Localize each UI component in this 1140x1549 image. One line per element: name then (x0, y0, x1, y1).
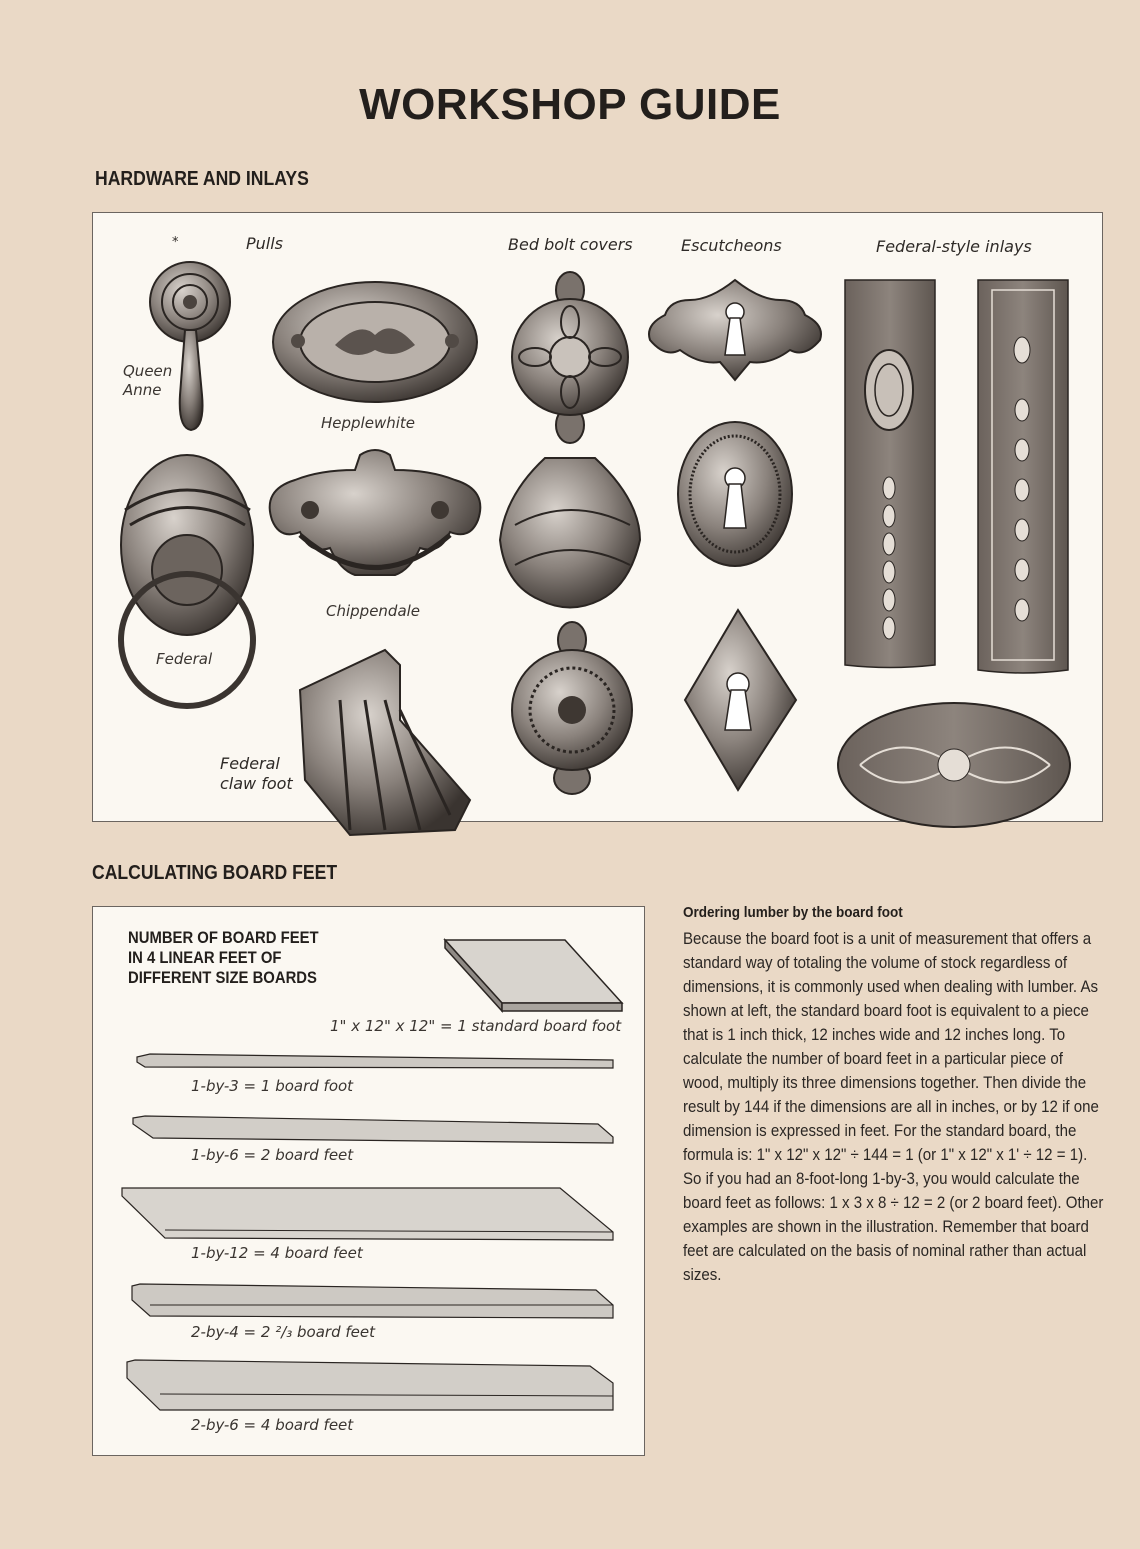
board-2x6-drawing (127, 1360, 613, 1410)
board-1x6-label: 1-by-6 = 2 board feet (191, 1146, 354, 1164)
chippendale-label: Chippendale (326, 602, 421, 620)
board-2x6-label: 2-by-6 = 4 board feet (191, 1416, 354, 1434)
board-1x12-label: 1-by-12 = 4 board feet (191, 1244, 363, 1262)
hardware-section-heading: HARDWARE AND INLAYS (95, 168, 309, 190)
board-2x4-drawing (132, 1284, 613, 1318)
board-feet-panel-heading: NUMBER OF BOARD FEET IN 4 LINEAR FEET OF DIFFERENT SIZE BOARDS (128, 929, 319, 987)
bed-bolt-covers-label: Bed bolt covers (508, 235, 633, 254)
board-2x4-label: 2-by-4 = 2 ²/₃ board feet (191, 1323, 376, 1341)
board-1x12-drawing (122, 1188, 613, 1240)
standard-board-foot-label: 1" x 12" x 12" = 1 standard board foot (330, 1017, 622, 1035)
board-feet-section-heading: CALCULATING BOARD FEET (92, 862, 338, 884)
hepplewhite-label: Hepplewhite (321, 414, 415, 432)
page-title: WORKSHOP GUIDE (359, 80, 781, 129)
federal-style-inlays-label: Federal-style inlays (876, 237, 1032, 256)
federal-label: Federal (156, 650, 213, 668)
board-1x3-drawing (137, 1054, 613, 1068)
federal-claw-foot-label: Federal claw foot (220, 754, 293, 793)
board-1x3-label: 1-by-3 = 1 board foot (191, 1077, 354, 1095)
board-1x6-drawing (133, 1116, 613, 1143)
article-heading: Ordering lumber by the board foot (683, 904, 903, 921)
escutcheons-label: Escutcheons (681, 236, 782, 255)
article-body: Because the board foot is a unit of measurement that offers a standard way of totaling the volume of stock regardless of dimensions, it is commonly used when dealing with lumber. As shown at left, the standard board foot is equivalent to a piece that is 1 inch thick, 12 inches wide and 12 inches long. To calculate the number of board feet in a particular piece of wood, multiply its three dimensions together. Then divide the result by 144 if the dimensions are all in inches, or by 12 if one dimension is expressed in feet. For the standard board, the formula is: 1" x 12" x 12" ÷ 144 = 1 (or 1" x 12" x 1' ÷ 12 = 1). So if you had an 8-foot-long 1-by-3, you would calculate the board feet as follows: 1 x 3 x 8 ÷ 12 = 2 (or 2 board feet). Other examples are shown in the illustration. Remember that board feet are calculated on the basis of nominal rather than actual sizes. (683, 930, 1104, 1284)
star-marker: * (172, 235, 179, 250)
standard-board-foot-drawing (445, 940, 622, 1011)
queen-anne-label: Queen Anne (123, 362, 173, 399)
pulls-label: Pulls (246, 234, 284, 253)
